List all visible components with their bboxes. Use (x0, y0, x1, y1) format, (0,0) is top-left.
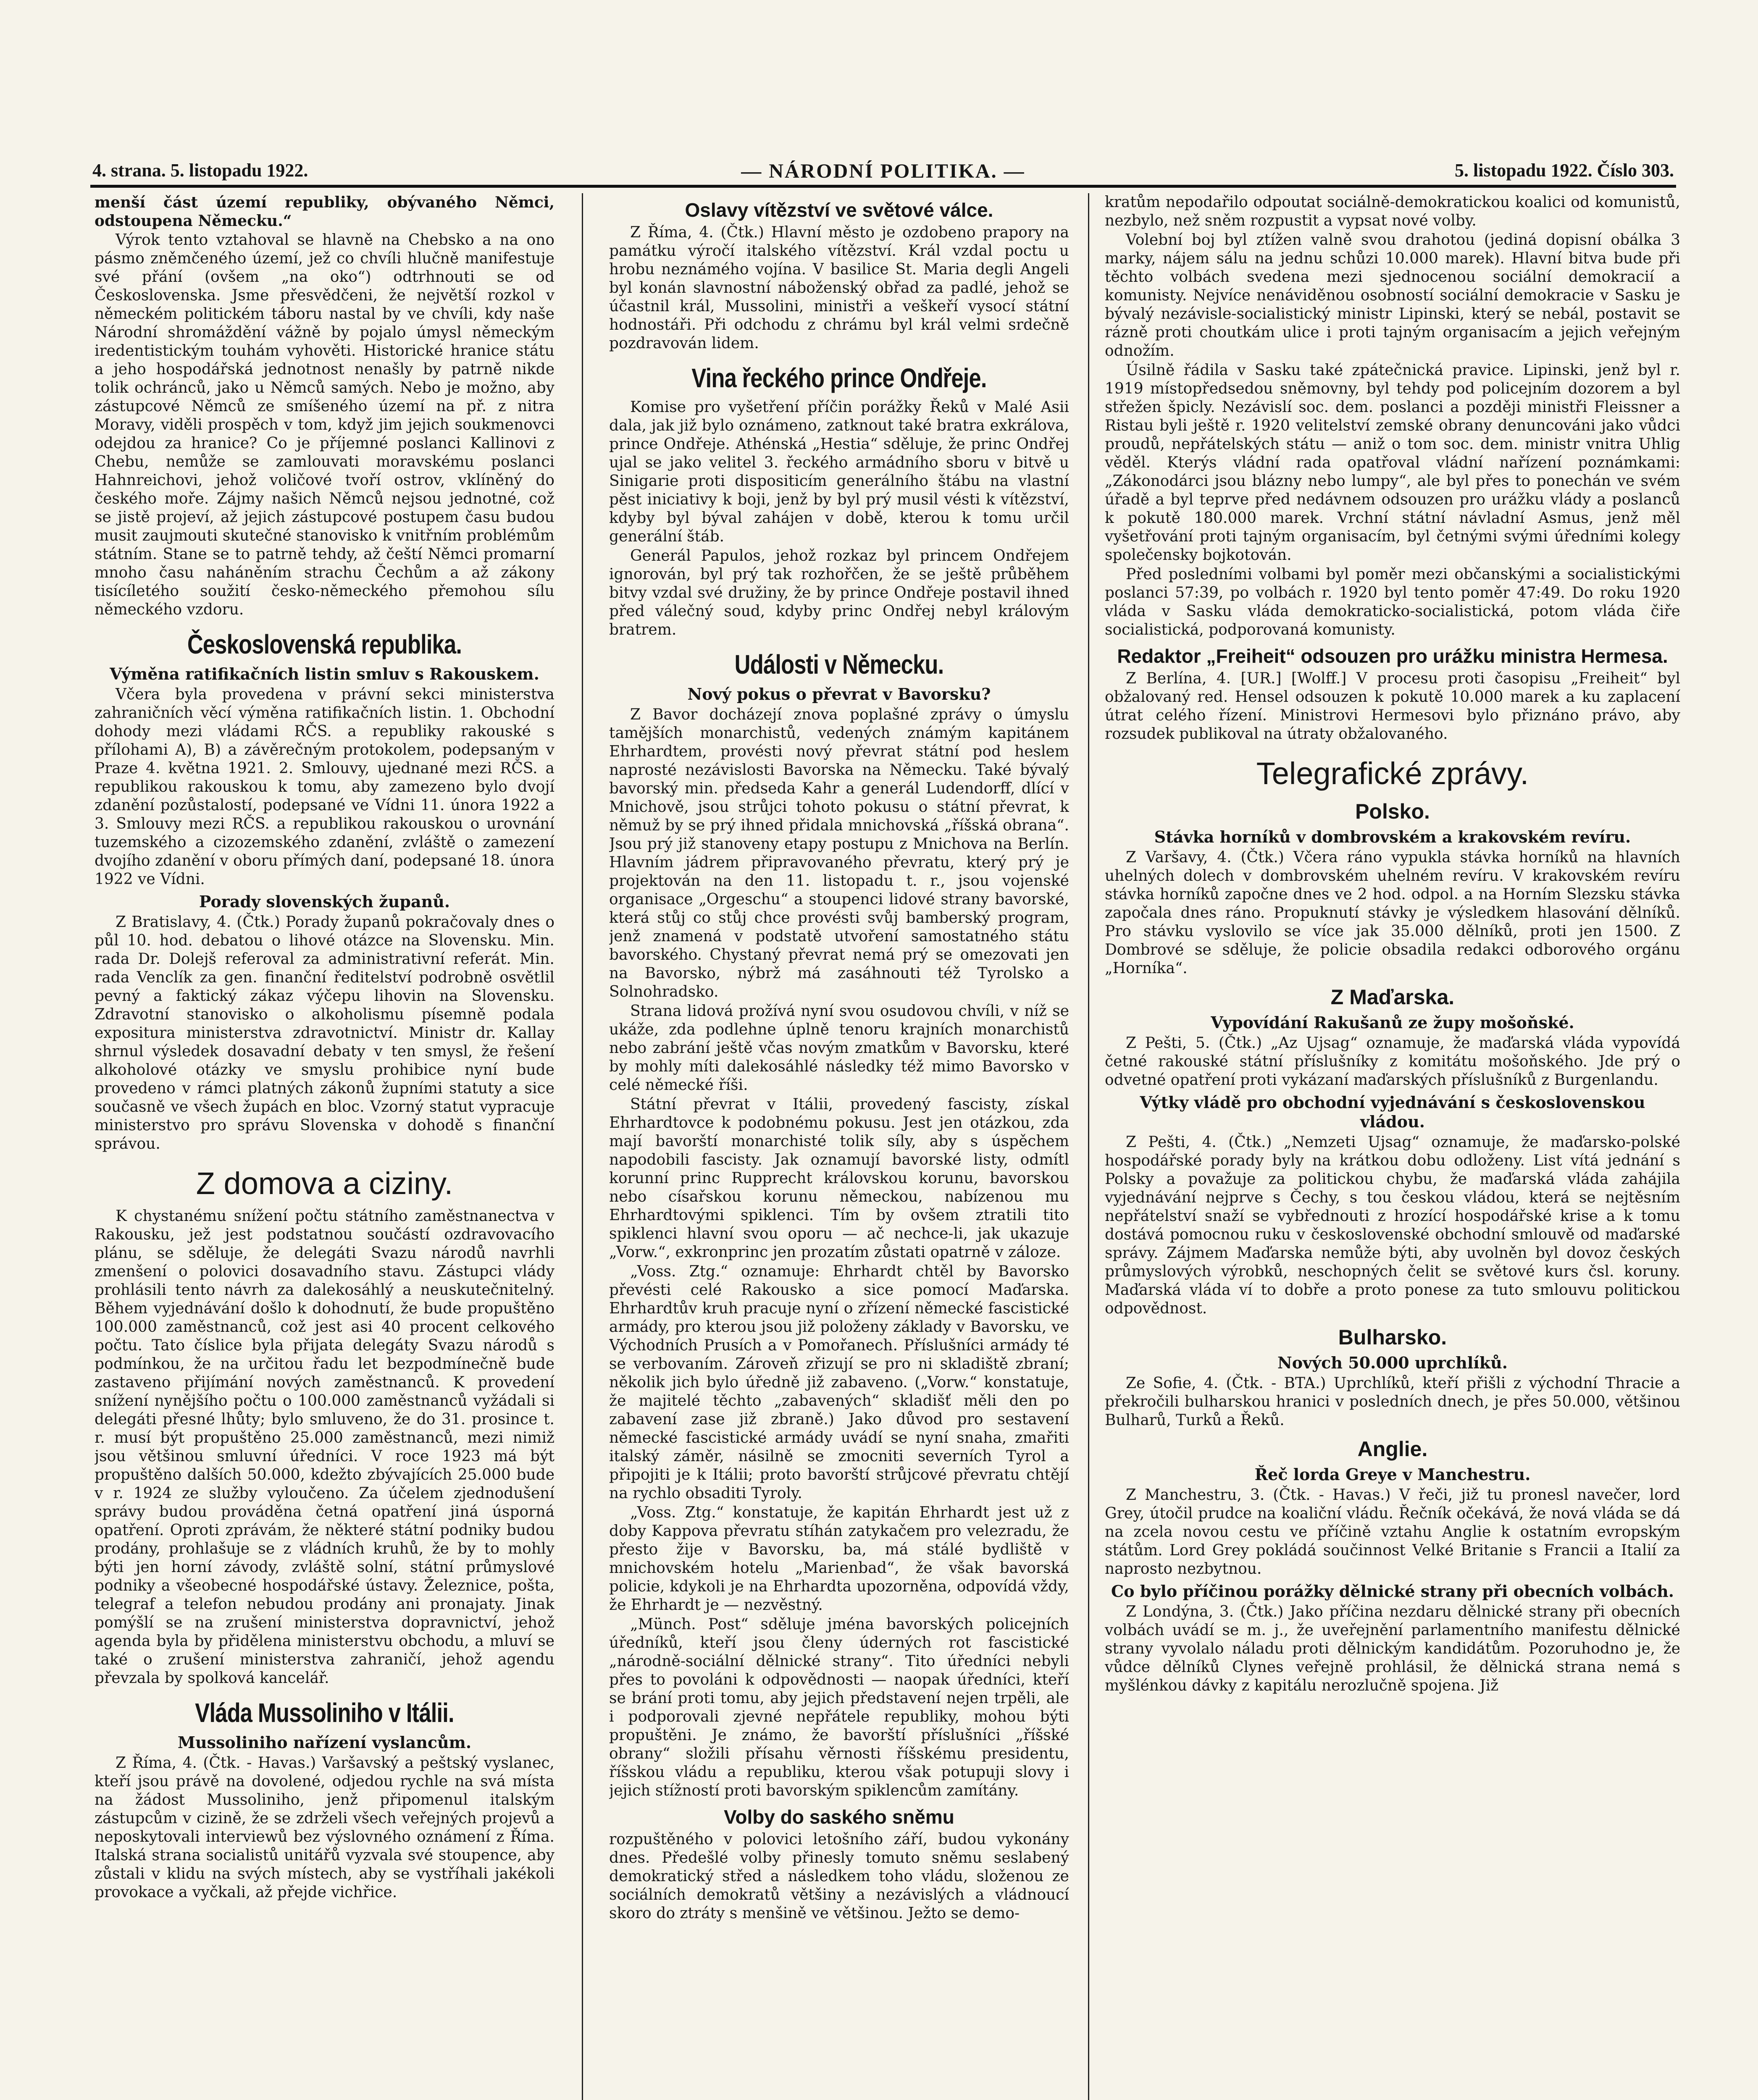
newspaper-title: — NÁRODNÍ POLITIKA. — (741, 160, 1025, 182)
article-text: Z Pešti, 5. (Čtk.) „Az Ujsag“ oznamuje, že maďarská vláda vypovídá četné rakouské státní příslušníky z komitátu mošoňského. Jde prý o odvetné opatření proti vykázaní maďarských příslušníků z Burgenlandu. (1105, 1034, 1680, 1089)
article-text: „Voss. Ztg.“ konstatuje, že kapitán Ehrhardt jest už z doby Kappova převratu stíhán zatykačem pro velezradu, že přesto žije v Bavorsku, ba, má stálé bydliště v mnichovském hotelu „Marienbad“, že však bavorská policie, kdykoli je na Ehrhardta upozorněna, odpovídá vždy, že Ehrhardt je — nezvěstný. (609, 1504, 1069, 1614)
article-heading: Oslavy vítězství ve světové válce. (685, 199, 993, 221)
section-heading: Československá republika. (187, 629, 462, 659)
section-heading: Z domova a ciziny. (196, 1166, 453, 1201)
article-text: menší část území republiky, obývaného Němci, odstoupena Německu.“ (95, 194, 554, 230)
column-divider-1 (582, 193, 583, 2100)
column-3 (1105, 193, 1680, 2100)
header-rule (90, 185, 1676, 188)
article-heading: Stávka horníků v dombrovském a krakovském revíru. (1154, 827, 1631, 846)
header-right: 5. listopadu 1922. Číslo 303. (1455, 160, 1674, 181)
article-text: Z Říma, 4. (Čtk.) Hlavní město je ozdobeno prapory na památku výročí italského vítězství. Král vzdal poctu u hrobu neznámého vojína. V basilice St. Maria degli Angeli byl konán slavnostní náboženský obřad za padlé, jehož se účastnil král, Mussolini, ministři a veškeří vysocí státní hodnostáři. Při odchodu z chrámu byl král velmi srdečně pozdravován lidem. (609, 224, 1069, 352)
article-heading: Výměna ratifikačních listin smluv s Rakouskem. (110, 664, 539, 683)
article-text: Před posledními volbami byl poměr mezi občanskými a socialistickými poslanci 57:39, po volbách r. 1920 byl tento poměr 47:49. Do roku 1920 vláda v Sasku vláda demokraticko-socialistická, potom vláda čiře socialistická, podporovaná komunisty. (1105, 566, 1680, 638)
article-heading: Nový pokus o převrat v Bavorsku? (687, 685, 991, 704)
article-text: Volební boj byl ztížen valně svou drahotou (jediná dopisní obálka 3 marky, nájem sálu na jednu schůzi 10.000 marek). Hlavní bitva bude při těchto volbách svedena mezi sjednocenou sociální demokracií a komunisty. Nejvíce nenáviděnou osobností sociální demokracie v Sasku je bývalý nezávisle-socialistický ministr Lipinski, který se nebál, postavit se rázně proti choutkám ulice i proti tajným organisacím a jejich veřejným odnožím. (1105, 231, 1680, 360)
country-heading: Anglie. (1357, 1437, 1428, 1461)
article-text: Úsilně řádila v Sasku také zpátečnická pravice. Lipinski, jenž byl r. 1919 místopředsedou sněmovny, byl tehdy pod policejním dozorem a byl střežen špicly. Nezávislí soc. dem. poslanci a později ministři Fleissner a Ristau byli ještě r. 1920 velitelství zemské obrany denuncováni jako vůdci proudů, nepřátelských státu — aniž o tom soc. dem. ministr vnitra Uhlig věděl. Kterýs vládní rada opatřoval vládní nařízení poznámkami: „Zákonodárci jsou blázny nebo lumpy“, ale byl přes to ponechán ve svém úřadě a byl teprve před nedávnem odsouzen pro urážku vlády a poslanců k pokutě 180.000 marek. Vrchní státní návladní Asmus, jenž měl vyšetřování proti tajným organisacím, byl četnými svými úředními kolegy společensky bojkotován. (1105, 362, 1680, 564)
article-heading: Výtky vládě pro obchodní vyjednávání s československou vládou. (1140, 1093, 1645, 1131)
column-1 (95, 193, 554, 2100)
article-heading: Mussoliniho nařízení vyslancům. (177, 1733, 472, 1752)
article-text: Výrok tento vztahoval se hlavně na Chebsko a na ono pásmo zněmčeného území, jež co chvíli hlučně manifestuje své přání (ovšem „na oko“) odtrhnouti se od Československa. Jsme přesvědčeni, že největší rozkol v německém politickém táboru nastal by ve chvíli, kdy naše Národní shromáždění vážně by pojalo úmysl německým iredentistickým touhám vyhověti. Historické hranice státu a jeho hospodářská jednotnost nenašly by patrně nikde tolik ochránců, jako u Němců samých. Nebo je možno, aby zástupcové Němců ze smíšeného území na př. z nitra Moravy, viděli prospěch v tom, když jim jejich soukmenovci odejdou za hranice? Co je příjemné poslanci Kallinovi z Chebu, nemůže se zamlouvati moravskému poslanci Hahnreichovi, jehož voličové tvoří ostrov, vklíněný do českého moře. Zájmy našich Němců nejsou jednotné, což se jistě projeví, až jejich zástupcové postupem času budou musit zaujmouti skutečné stanovisko k vnitřním problémům státním. Stane se to patrně tehdy, až čeští Němci promarní mnoho času naháněním strachu Čechům a až zákony tisícíletého soužití česko-německého přemohou sílu německého vzdoru. (95, 231, 554, 618)
header-left: 4. strana. 5. listopadu 1922. (92, 160, 308, 181)
masthead (92, 160, 1674, 185)
article-text: Z Pešti, 4. (Čtk.) „Nemzeti Ujsag“ oznamuje, že maďarsko-polské hospodářské porady byly na krátkou dobu odloženy. List vítá jednání s Polsky a považuje za politickou chybu, že maďarská vláda zahájila vyjednávání nejprve s Čechy, s tou českou vládou, která se nejtěsním nepřátelství snaží se vybřednouti z hrozící hospodářské krise a k tomu dostává pomocnou ruku v československé obchodní smlouvě od maďarské správy. Zájmem Maďarska nemůže býti, aby uvolněn byl dovoz českých průmyslových výrobků, neschopných čelit se světové kurs čsl. koruny. Maďarská vláda ví to dobře a proto ponese za tuto smlouvu politickou odpovědnost. (1105, 1134, 1680, 1317)
article-heading: Vypovídání Rakušanů ze župy mošoňské. (1211, 1013, 1574, 1032)
article-text: Strana lidová prožívá nyní svou osudovou chvíli, v níž se ukáže, zda podlehne úplně tenoru krajních monarchistů nebo zabrání ještě včas novým zmatkům v Bavorsku, které by mohly míti dalekosáhlé následky též mimo Bavorsko v celé německé říši. (609, 1003, 1069, 1094)
article-text: K chystanému snížení počtu státního zaměstnanectva v Rakousku, jež jest podstatnou součástí ozdravovacího plánu, se sděluje, že delegáti Svazu národů navrhli zmenšení o polovici dosavadního stavu. Zástupci vlády prohlásili tento návrh za dalekosáhlý a neuskutečnitelný. Během vyjednávání došlo k dohodnutí, že bude propuštěno 100.000 zaměstnanců, což jest asi 40 procent celkového počtu. Tato číslice byla přijata delegáty Svazu národů s podmínkou, že na určitou řadu let bezpodmínečně bude zastaveno přijímání nových zaměstnanců. K provedení snížení nynějšího počtu o 100.000 zaměstnanců vyžádali si delegáti přesné lhůty; bylo smluveno, že do 31. prosince t. r. musí být propuštěno 25.000 zaměstnanců, mezi nimiž jsou většinou smluvní úředníci. V roce 1923 má být propuštěno dalších 50.000, kdežto zbývajících 25.000 bude v r. 1924 ze služby vyloučeno. Za účelem zjednodušení správy budou prováděna četná opatření jiná úsporná opatření. Oproti zprávám, že některé státní podniky budou prodány, prohlašuje se z vládních kruhů, že by to mohly býti jen horní závody, zvláště solní, státní průmyslové podniky a všeobecné hospodářské ústavy. Železnice, pošta, telegraf a telefon nebudou prodány ani pronajaty. Jinak pomýšlí se na zrušení ministerstva dopravnictví, jehož agenda byla by přidělena ministerstvu obchodu, a mluví se také o zrušení ministerstva zahraničí, jehož agendu převzala by spolková kancelář. (95, 1208, 554, 1687)
article-text: Z Londýna, 3. (Čtk.) Jako příčina nezdaru dělnické strany při obecních volbách uvádí se m. j., že uveřejnění parlamentního manifestu dělnické strany vyvolalo náladu proti dělnickým kandidátům. Pozoruhodno je, že vůdce dělníků Clynes veřejně prohlásil, že dělnická strana nemá s myšlénkou dávky z kapitálu nerozlučně spojena. Již (1105, 1603, 1680, 1694)
country-heading: Bulharsko. (1338, 1326, 1447, 1349)
article-text: Z Říma, 4. (Čtk. - Havas.) Varšavský a peštský vyslanec, kteří jsou právě na dovolené, odjedou rychle na svá místa na žádost Mussoliniho, jenž připomenul italským zástupcům v cizině, že se zdrželi všech veřejných projevů a neposkytovali interviewů bez výslovného oznámení z Říma. Italská strana socialistů unitářů vyzvala své stoupence, aby zůstali v klidu na svých místech, aby se vystříhali jakékoli provokace a vyčkali, až přejde vichřice. (95, 1754, 554, 1901)
article-heading: Porady slovenských županů. (199, 892, 450, 911)
column-2 (609, 193, 1069, 2100)
article-heading: Nových 50.000 uprchlíků. (1277, 1353, 1508, 1372)
section-heading: Telegrafické zprávy. (1256, 756, 1529, 791)
article-heading: Volby do saského sněmu (724, 1806, 954, 1828)
section-heading: Vláda Mussoliniho v Itálii. (195, 1698, 454, 1728)
article-heading: Co bylo příčinou porážky dělnické strany při obecních volbách. (1111, 1582, 1674, 1601)
section-heading: Události v Německu. (734, 649, 944, 680)
article-text: Z Manchestru, 3. (Čtk. - Havas.) V řeči, již tu pronesl navečer, lord Grey, útočil prudce na koaliční vládu. Řečník očekává, že nová vláda se dá na zcela novou cestu ve příčině vztahu Anglie k ostatním evropským státům. Lord Grey pokládá součinnost Velké Britanie s Francii a Italií za naprosto nezbytnou. (1105, 1486, 1680, 1578)
article-heading: Řeč lorda Greye v Manchestru. (1254, 1465, 1531, 1484)
article-text: Včera byla provedena v právní sekci ministerstva zahraničních věcí výměna ratifikačních listin. 1. Obchodní dohody mezi vládami RČS. a republiky rakouské s přílohami A), B) a závěrečným protokolem, podepsaným v Praze 4. května 1921. 2. Smlouvy, ujednané mezi RČS. a republikou rakouskou k tomu, aby zamezeno bylo dvojí zdanění pozůstalostí, podepsané ve Vídni 11. února 1922 a 3. Smlouvy mezi RČS. a republikou rakouskou o urovnání tuzemského a cizozemského zdanění, zvláště o zamezení dvojího zdanění v oboru přímých daní, podepsané 18. února 1922 ve Vídni. (95, 686, 554, 888)
article-text: kratům nepodařilo odpoutat sociálně-demokratickou koalici od komunistů, nezbylo, než sněm rozpustit a vypsat nové volby. (1105, 194, 1680, 229)
country-heading: Polsko. (1355, 800, 1430, 823)
article-text: Generál Papulos, jehož rozkaz byl princem Ondřejem ignorován, byl prý tak rozhořčen, že se ještě průběhem bitvy vzdal své družiny, že by prince Ondřeje postavil ihned před válečný soud, kdyby princ Ondřej nebyl královým bratrem. (609, 547, 1069, 638)
article-text: Ze Sofie, 4. (Čtk. - BTA.) Uprchlíků, kteří přišli z východní Thracie a překročili bulharskou hranici v posledních dnech, je přes 50.000, většinou Bulharů, Turků a Řeků. (1105, 1375, 1680, 1429)
article-text: Státní převrat v Itálii, provedený fascisty, získal Ehrhardtovce k podobnému pokusu. Jest jen otázkou, zda mají bavorští monarchisté tolik síly, aby s úspěchem napodobili fascisty. Jak oznamují bavorské listy, odmítl korunní princ Rupprecht královskou korunu, bavorskou nebo císařskou korunu německou, nabízenou mu Ehrhardtovými spiklenci. Tím by ovšem ztratili tito spiklenci hlavní svou oporu — ač nechce-li, jak ukazuje „Vorw.“, exkronprinc jen prozatím zůstati opatrně v záloze. (609, 1096, 1069, 1261)
article-text: Z Varšavy, 4. (Čtk.) Včera ráno vypukla stávka horníků na hlavních uhelných dolech v dombrovském uhelném revíru. V krakovském revíru stávka horníků započne dnes ve 2 hod. odpol. a na Horním Slezsku stávka započala dnes ráno. Propuknutí stávky je výsledkem hlasování dělníků. Pro stávku vyslovilo se více jak 35.000 dělníků, proti jen 1500. Z Dombrové se sděluje, že policie obsadila redakci odborového orgánu „Horníka“. (1105, 849, 1680, 977)
country-heading: Z Maďarska. (1330, 985, 1455, 1009)
article-text: Z Bratislavy, 4. (Čtk.) Porady županů pokračovaly dnes o půl 10. hod. debatou o lihové otázce na Slovensku. Min. rada Dr. Dolejš referoval za administrativní referát. Min. rada Venclík za gen. finanční ředitelství podrobně osvětlil pevný a faktický zákaz výčepu lihovin na Slovensku. Zdravotní stanovisko o alkoholismu písemně podala expositura ministerstva zdravotnictví. Ministr dr. Kallay shrnul výsledek dosavadní debaty v ten smysl, že řešení alkoholové otázky ve smyslu prohibice nyní bude provedeno v rámci platných zákonů župními statuty a sice současně ve všech župách en bloc. Vzorný statut vypracuje ministerstvo pro správu Slovenska v dohodě s finanční správou. (95, 914, 554, 1152)
article-text: Z Berlína, 4. [UR.] [Wolff.] V procesu proti časopisu „Freiheit“ byl obžalovaný red. Hensel odsouzen k pokutě 10.000 marek a ku zaplacení útrat celého řízení. Ministrovi Hermesovi bylo přiznáno právo, aby rozsudek publikoval na útraty obžalovaného. (1105, 670, 1680, 743)
column-divider-2 (1088, 193, 1089, 2100)
article-text: Z Bavor docházejí znova poplašné zprávy o úmyslu tamějších monarchistů, vedených známým kapitánem Ehrhardtem, provésti nový převrat státní pod heslem naprosté nezávislosti Bavorska na Německu. Také bývalý bavorský min. předseda Kahr a generál Ludendorff, dlící v Mnichově, jsou strůjci tohoto pokusu o státní převrat, k němuž by se prý ihned přidala mnichovská „říšská obrana“. Jsou prý již stanoveny etapy postupu z Mnichova na Berlín. Hlavním jádrem připravovaného převratu, který prý je projektován na den 11. listopadu t. r., jsou vojenské organisace „Orgeschu“ a stoupenci lidové strany bavorské, která stůj co stůj chce provésti svůj bamberský program, jenž znamená v podstatě utvoření samostatného státu bavorského. Chystaný převrat nemá prý se omezovati jen na Bavorsko, nýbrž má zasáhnouti též Tyrolsko a Solnohradsko. (609, 706, 1069, 1000)
article-heading: Redaktor „Freiheit“ odsouzen pro urážku ministra Hermesa. (1117, 645, 1668, 667)
article-text: „Voss. Ztg.“ oznamuje: Ehrhardt chtěl by Bavorsko převésti celé Rakousko a sice pomocí Maďarska. Ehrhardtův kruh pracuje nyní o zřízení německé fascistické armády, pro kterou jsou již položeny základy v Bavorsku, ve Východních Prusích a v Pomořanech. Příslušníci armády té se verbovaním. Zároveň zřizují se pro ni skladiště zbraní; několik jich bylo úředně již zabaveno. („Vorw.“ konstatuje, že majitelé těchto „zabavených“ skladišť měli den po zabavení zase již zbraně.) Jako důvod pro sestavení německé fascistické armády uvádí se nyní snaha, zmařiti italský záměr, násilně se zmocniti severních Tyrol a připojiti je k Itálii; proto bavorští strůjcové převratu chtějí na rychlo obsaditi Tyroly. (609, 1263, 1069, 1502)
article-text: Komise pro vyšetření příčin porážky Řeků v Malé Asii dala, jak již bylo oznámeno, zatknout také bratra exkrálova, prince Ondřeje. Athénská „Hestia“ sděluje, že princ Ondřej ujal se jako velitel 3. řeckého armádního sboru v bitvě u Sinigarie proti dispositicím generálního štábu na vlastní pěst iniciativy k boji, jenž by byl prý musil vésti k vítězství, kdyby byl býval zahájen v době, kterou k tomu určil generální štáb. (609, 399, 1069, 545)
article-text: „Münch. Post“ sděluje jména bavorských policejních úředníků, kteří jsou členy úderných rot fascistické „národně-sociální dělnické strany“. Tito úředníci nebyli přes to povoláni k odpovědnosti — naopak úředníci, kteří se brání proti tomu, aby jejich představení nejen trpěli, ale i podporovali zjevné nepřátele republiky, mohou býti propuštěni. Je známo, že bavorští příslušníci „říšské obrany“ složili přísahu věrnosti říšskému presidentu, říšskou vládu a republiku, kterou však potupuji slovy i jejich stížností proti bavorským spiklencům zamítány. (609, 1616, 1069, 1799)
section-heading: Vina řeckého prince Ondřeje. (691, 363, 987, 393)
article-text: rozpuštěného v polovici letošního září, budou vykonány dnes. Předešlé volby přinesly tomuto sněmu seslabený demokratický střed a následkem toho vládu, složenou ze sociálních demokratů většiny a nezávislých a vládnoucí skoro do ztráty s menšině ve většinou. Ježto se demo- (609, 1831, 1069, 1922)
